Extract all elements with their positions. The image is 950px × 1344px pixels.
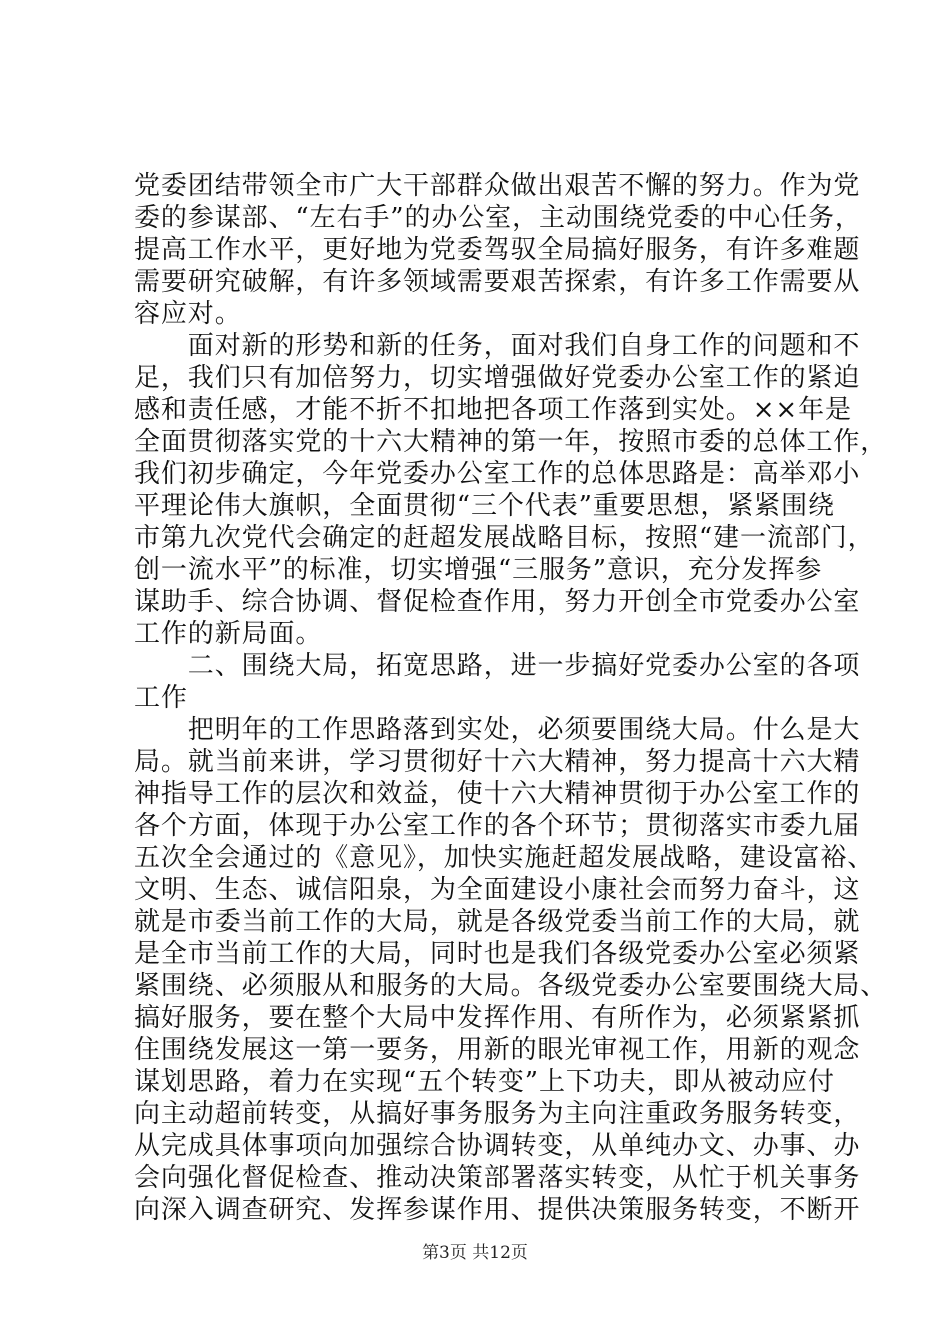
text-line: 就是市委当前工作的大局，就是各级党委当前工作的大局，就 [134,907,861,937]
text-line: 工作的新局面。 [134,619,323,649]
text-line: 谋助手、综合协调、督促检查作用，努力开创全市党委办公室 [134,587,861,617]
text-line: 谋划思路，着力在实现“五个转变”上下功夫，即从被动应付 [134,1067,835,1097]
text-line: 足，我们只有加倍努力，切实增强做好党委办公室工作的紧迫 [134,363,861,393]
text-line: 文明、生态、诚信阳泉，为全面建设小康社会而努力奋斗，这 [134,875,861,905]
text-line: 我们初步确定，今年党委办公室工作的总体思路是：高举邓小 [134,459,861,489]
text-line: 局。就当前来讲，学习贯彻好十六大精神，努力提高十六大精 [134,747,861,777]
text-line: 向深入调查研究、发挥参谋作用、提供决策服务转变，不断开 [134,1195,861,1225]
text-line: 需要研究破解，有许多领域需要艰苦探索，有许多工作需要从 [134,267,861,297]
text-line: 把明年的工作思路落到实处，必须要围绕大局。什么是大 [134,715,861,745]
text-line: 住围绕发展这一第一要务，用新的眼光审视工作，用新的观念 [134,1035,861,1065]
text-line: 党委团结带领全市广大干部群众做出艰苦不懈的努力。作为党 [134,171,861,201]
text-line: 平理论伟大旗帜，全面贯彻“三个代表”重要思想，紧紧围绕 [134,491,835,521]
text-line: 从完成具体事项向加强综合协调转变，从单纯办文、办事、办 [134,1131,861,1161]
body-text [134,170,888,1226]
text-line: 委的参谋部、“左右手”的办公室，主动围绕党委的中心任务， [134,203,862,233]
text-line: 容应对。 [134,299,242,329]
text-line: 会向强化督促检查、推动决策部署落实转变，从忙于机关事务 [134,1163,861,1193]
text-line: 市第九次党代会确定的赶超发展战略目标，按照“建一流部门， [134,523,875,553]
text-line: 感和责任感，才能不折不扣地把各项工作落到实处。××年是 [134,395,852,425]
text-line: 五次全会通过的《意见》，加快实施赶超发展战略，建设富裕、 [134,843,875,873]
text-line: 全面贯彻落实党的十六大精神的第一年，按照市委的总体工作， [134,427,888,457]
text-line: 紧围绕、必须服从和服务的大局。各级党委办公室要围绕大局、 [134,971,888,1001]
text-line: 向主动超前转变，从搞好事务服务为主向注重政务服务转变， [134,1099,861,1129]
text-line: 各个方面，体现于办公室工作的各个环节；贯彻落实市委九届 [134,811,861,841]
text-line: 提高工作水平，更好地为党委驾驭全局搞好服务，有许多难题 [134,235,861,265]
text-line: 是全市当前工作的大局，同时也是我们各级党委办公室必须紧 [134,939,861,969]
text-line: 搞好服务，要在整个大局中发挥作用、有所作为，必须紧紧抓 [134,1003,861,1033]
text-line: 面对新的形势和新的任务，面对我们自身工作的问题和不 [134,331,861,361]
text-line: 创一流水平”的标准，切实增强“三服务”意识，充分发挥参 [134,555,823,585]
page-footer: 第3页 共12页 [422,1243,528,1263]
text-line: 神指导工作的层次和效益，使十六大精神贯彻于办公室工作的 [134,779,861,809]
text-line: 工作 [134,683,188,713]
text-line: 二、围绕大局，拓宽思路，进一步搞好党委办公室的各项 [134,651,861,681]
